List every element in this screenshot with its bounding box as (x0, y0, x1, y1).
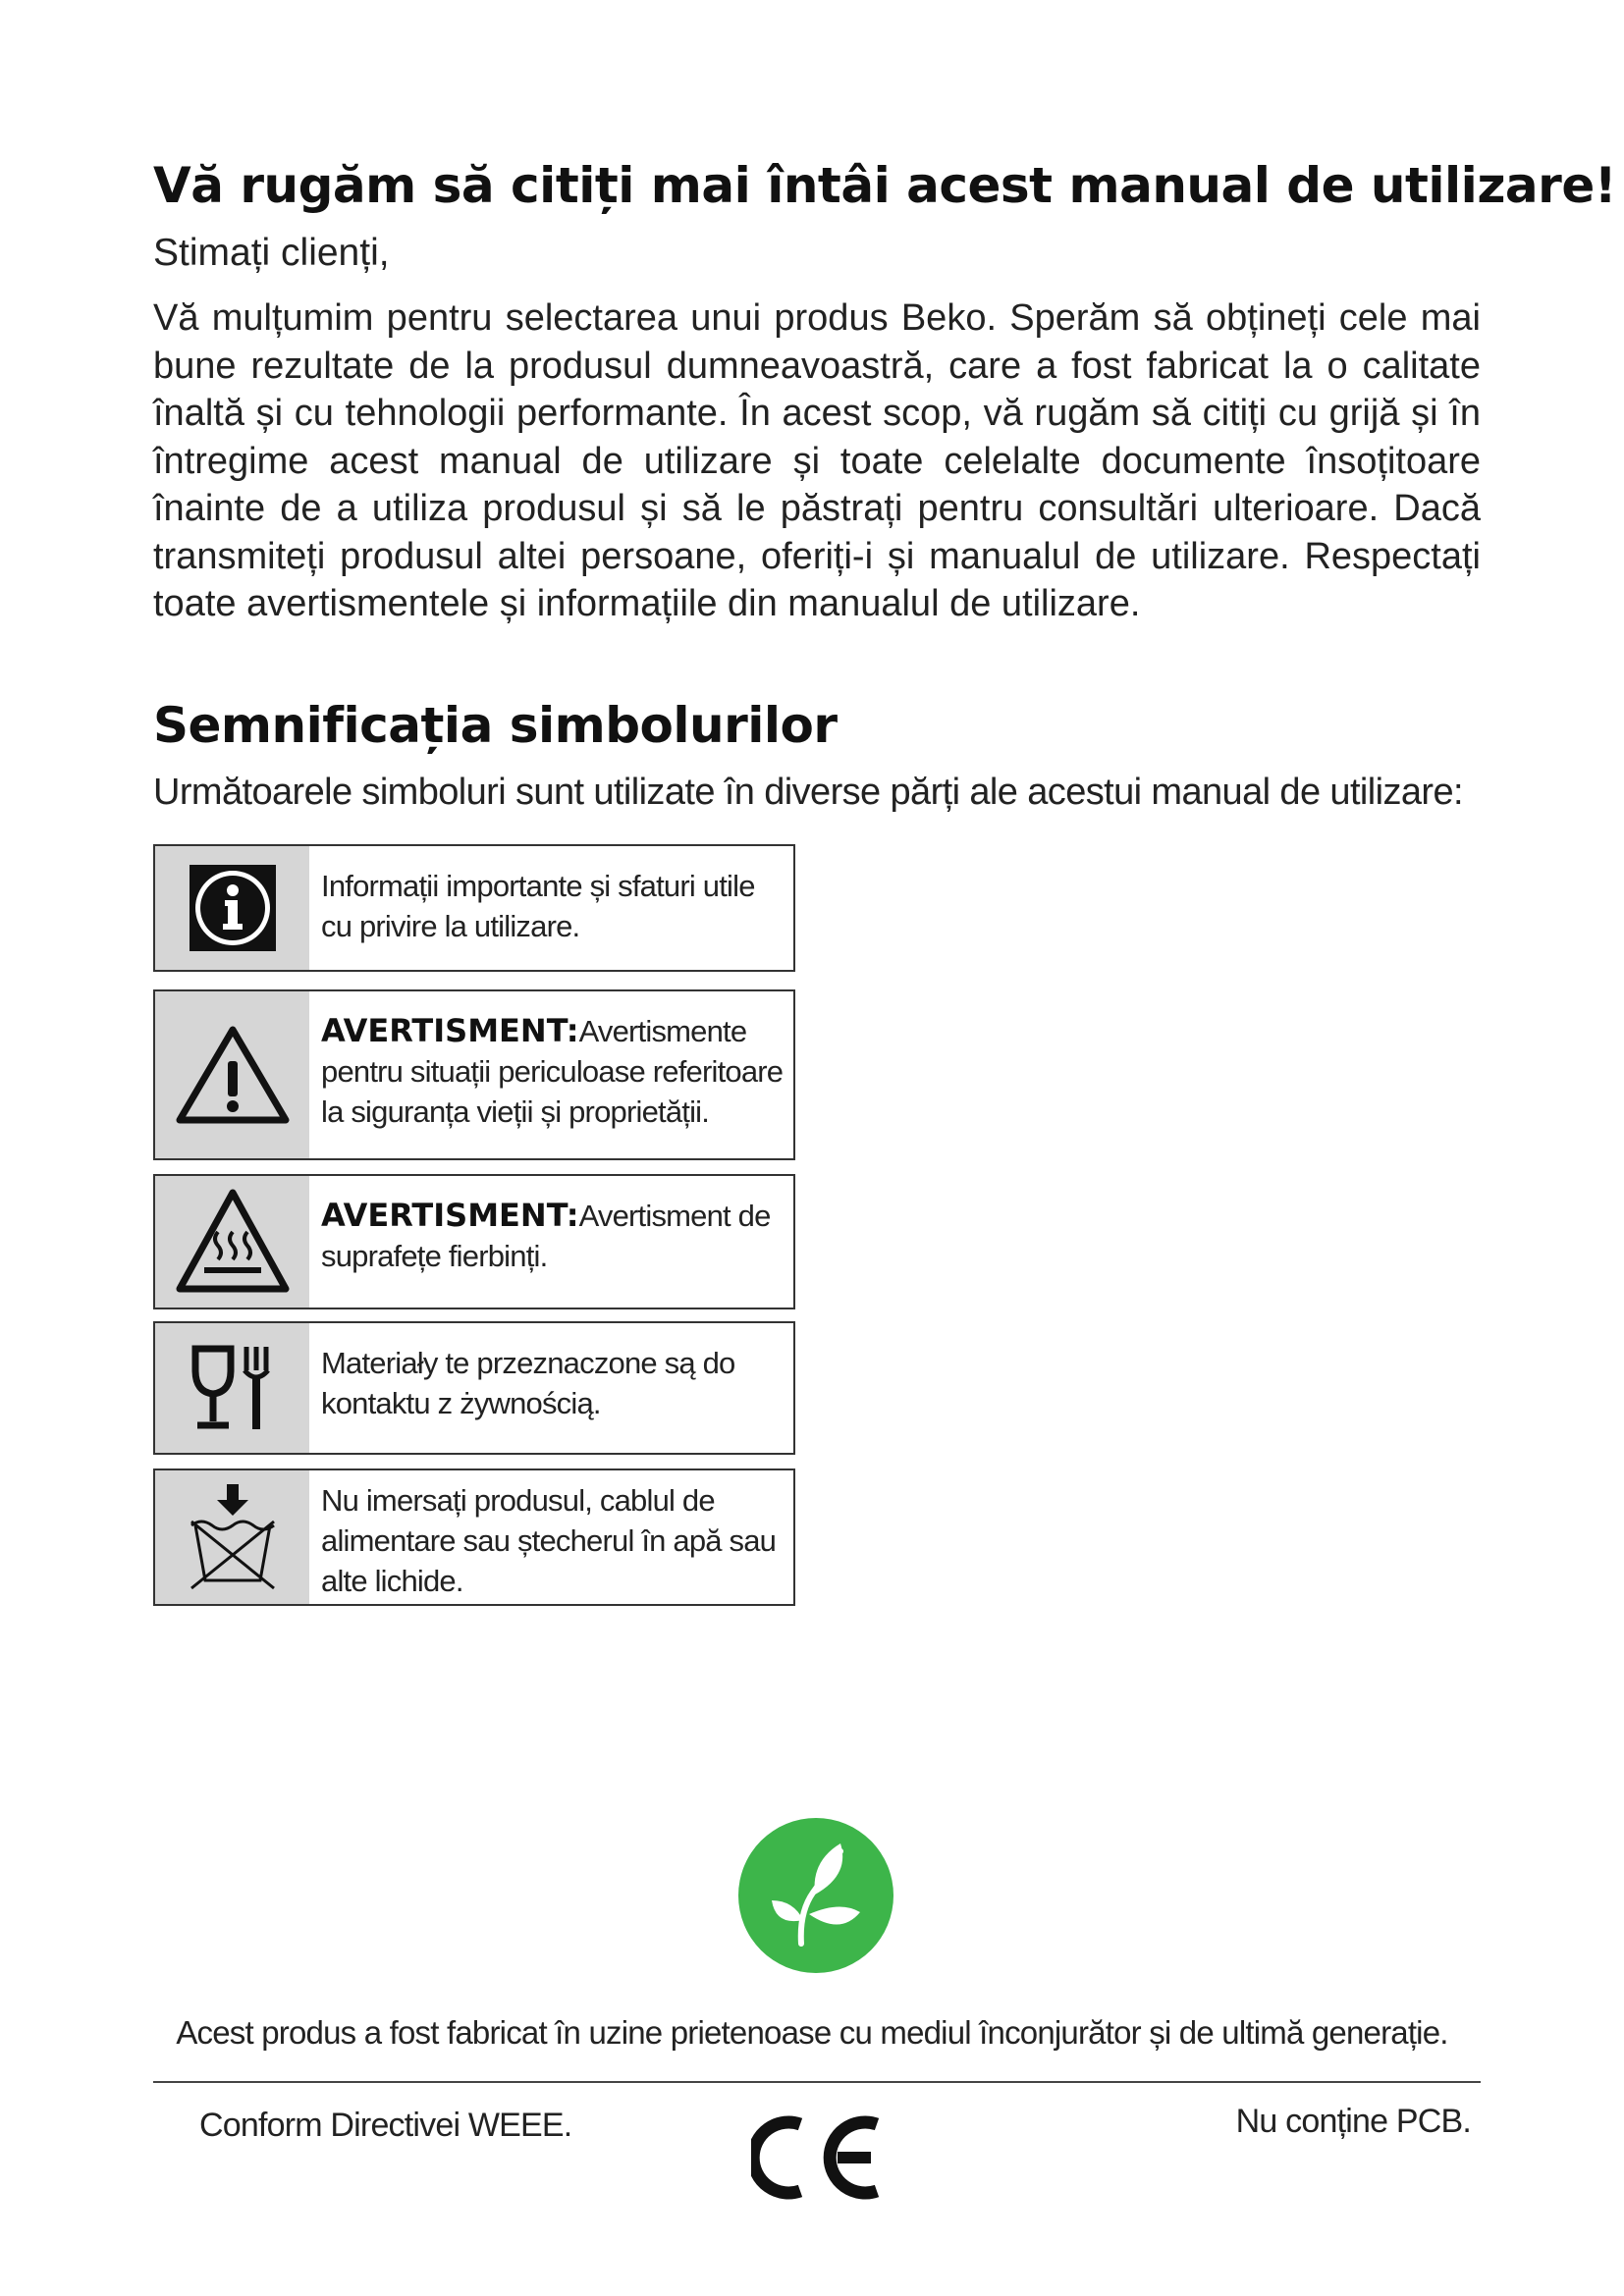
symbol-row-hot-surface (153, 1174, 795, 1309)
info-icon (188, 863, 278, 953)
symbol-row-food-contact (153, 1321, 795, 1455)
symbol-icon-cell (155, 1176, 309, 1308)
page-title: Vă rugăm să citiți mai întâi acest manual de utilizare! (153, 157, 1617, 214)
pcb-text: Nu conține PCB. (1235, 2103, 1471, 2140)
symbol-row-info (153, 844, 795, 972)
do-not-immerse-icon (184, 1482, 282, 1592)
symbol-description: Materiały te przeznaczone są do kontaktu z żywnością. (321, 1346, 735, 1420)
symbol-description: Informații importante și sfaturi utile cu privire la utilizare. (321, 869, 755, 943)
symbol-row-warning (153, 989, 795, 1160)
hot-surface-icon (175, 1187, 291, 1297)
symbol-description: Nu imersați produsul, cablul de alimentare sau ștecherul în apă sau alte lichide. (321, 1483, 777, 1598)
food-contact-icon (186, 1341, 280, 1435)
footer-divider (153, 2081, 1481, 2083)
symbol-icon-cell (155, 846, 309, 970)
eco-caption: Acest produs a fost fabricat în uzine prietenoase cu mediul înconjurător și de ultimă generație. (176, 2014, 1448, 2051)
greeting: Stimați clienți, (153, 232, 390, 274)
symbol-icon-cell (155, 991, 309, 1158)
symbol-row-do-not-immerse (153, 1468, 795, 1606)
eco-leaf-icon (738, 1818, 893, 1973)
intro-paragraph: Vă mulțumim pentru selectarea unui produs Beko. Sperăm să obțineți cele mai bune rezultate de la produsul dumneavoastră, care a fost fabricat la o calitate înaltă și cu tehnologii performante. În acest scop, vă rugăm să citiți cu grijă și în întregime acest manual de utilizare și toate celelalte documente însoțitoare înainte de a utiliza produsul și să le păstrați pentru consultări ulterioare. Dacă transmiteți produsul altei persoane, oferiți-i și manualul de utilizare. Respectați toate avertismentele și informațiile din manualul de utilizare. (153, 297, 1481, 624)
symbols-section-intro: Următoarele simboluri sunt utilizate în diverse părți ale acestui manual de utilizare: (153, 772, 1463, 813)
symbol-text (309, 846, 793, 970)
symbol-text (309, 1323, 793, 1453)
ce-mark-icon (751, 2110, 885, 2205)
symbol-icon-cell (155, 1470, 309, 1604)
symbol-text (309, 1470, 793, 1604)
symbol-icon-cell (155, 1323, 309, 1453)
warning-label: AVERTISMENT: (321, 1012, 579, 1049)
warning-icon (175, 1024, 291, 1126)
symbols-section-title: Semnificația simbolurilor (153, 697, 838, 754)
symbol-description: Avertismente pentru situații periculoase referitoare la siguranța vieții și proprietății. (321, 1014, 784, 1129)
warning-label: AVERTISMENT: (321, 1197, 579, 1234)
symbol-text (309, 1176, 793, 1308)
symbol-description: Avertisment de suprafețe fierbinți. (321, 1199, 771, 1273)
weee-text: Conform Directivei WEEE. (199, 2107, 572, 2144)
symbol-text (309, 991, 793, 1158)
